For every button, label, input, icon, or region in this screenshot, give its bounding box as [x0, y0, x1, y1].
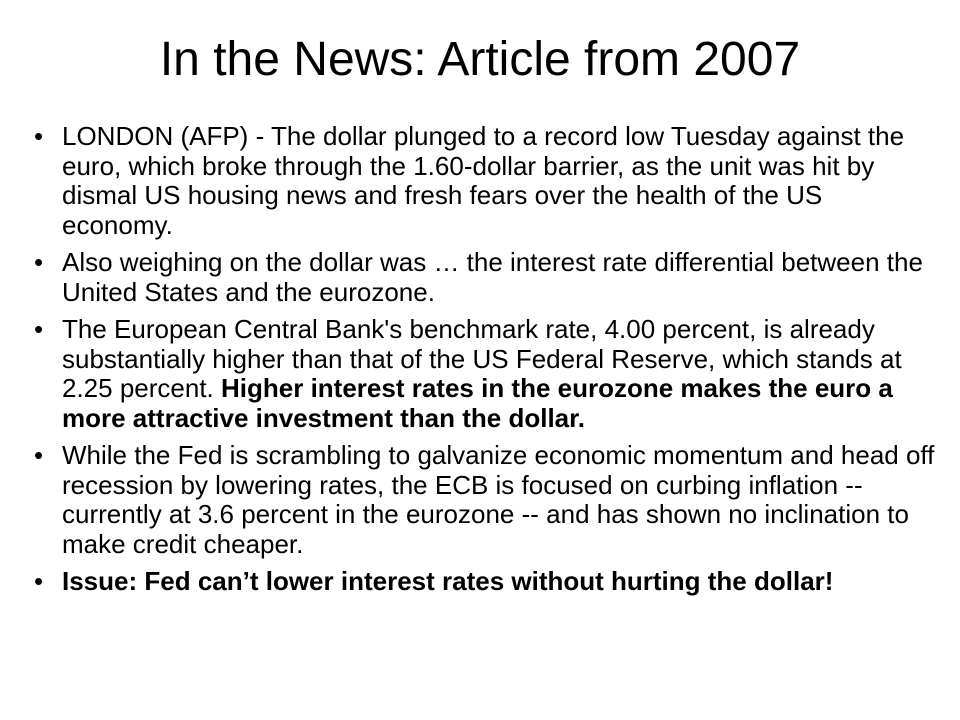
slide-title: In the News: Article from 2007 — [159, 33, 801, 86]
bullet-item — [34, 567, 939, 597]
bullet-item — [34, 315, 939, 433]
bullet-item — [34, 441, 939, 559]
bullet-dot-icon: • — [34, 314, 44, 344]
bullet-bold-text: Higher interest rates in the eurozone makes the euro a more attractive investment than the dollar. — [62, 373, 893, 433]
bullet-text — [62, 248, 939, 307]
bullet-item — [34, 248, 939, 307]
bullet-text — [62, 122, 939, 240]
bullet-item — [34, 122, 939, 240]
bullet-dot-icon: • — [34, 440, 44, 470]
bullet-dot-icon: • — [34, 566, 44, 596]
bullet-plain-text: While the Fed is scrambling to galvanize economic momentum and head off recession by lowering rates, the ECB is focused on curbing inflation -- currently at 3.6 percent in the eurozone -- and has shown no inclination to make credit cheaper. — [62, 440, 935, 559]
bullet-plain-text: Also weighing on the dollar was … the interest rate differential between the United States and the eurozone. — [62, 247, 923, 307]
bullet-dot-icon: • — [34, 247, 44, 277]
bullet-text — [62, 315, 939, 433]
bullet-plain-text: The European Central Bank's benchmark rate, 4.00 percent, is already substantially higher than that of the US Federal Reserve, which stands at 2.25 percent. — [62, 314, 902, 403]
bullet-text — [62, 441, 939, 559]
bullet-bold-text: Issue: Fed can’t lower interest rates without hurting the dollar! — [62, 566, 834, 596]
bullet-dot-icon: • — [34, 121, 44, 151]
bullet-plain-text: LONDON (AFP) - The dollar plunged to a record low Tuesday against the euro, which broke through the 1.60-dollar barrier, as the unit was hit by dismal US housing news and fresh fears over the health of the US economy. — [62, 121, 905, 240]
bullet-list — [34, 122, 939, 605]
